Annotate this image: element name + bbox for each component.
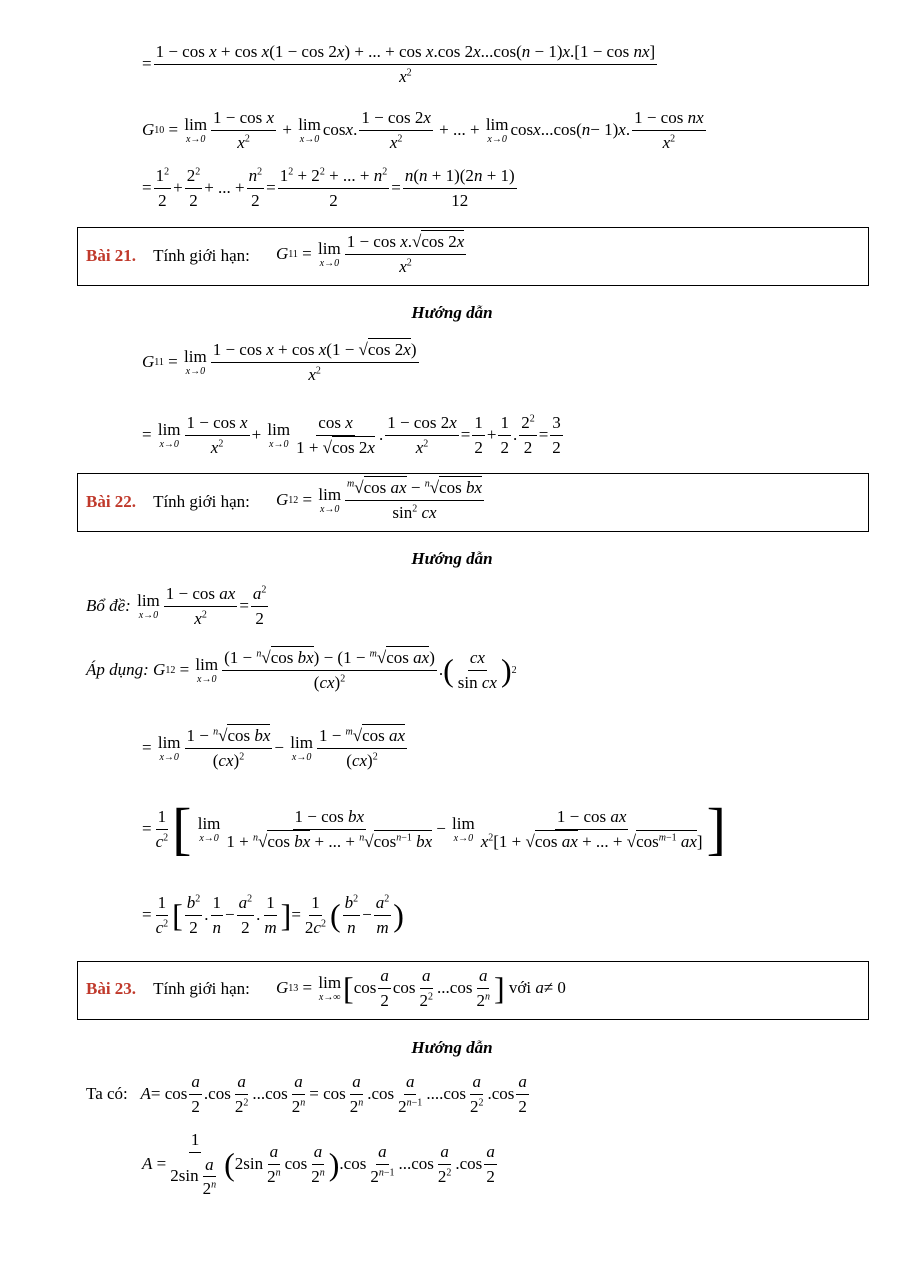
solution-22-line-3: = 1 $c^2$ [ lim x→0 1 − cos bx 1 + $^n$√cos bx + ... + $^n√\cos^{n-1}$ bx − lim x→0 1 − cos ax $x^2[1 + √\cos$ ax + ... + $√\cos^{m-1}$ ax] ]: [142, 796, 726, 861]
guide-heading-22: Hướng dẫn: [411, 549, 493, 568]
apply-label: Áp dụng:: [86, 660, 149, 680]
solution-22-line-4: = 1 $c^2$ [ $b^2$ 2 . 1 n − $a^2$ 2 . 1 m ] = 1 $2c^2$ ( $b^2$ n − $a^2$ m ): [142, 893, 404, 937]
solution-21-line-2: = lim x→0 1 − cos x $x^2$ + lim x→0 cos x 1 + √cos 2x . 1 − cos 2x $x^2$ = 1 2 + 1 2 . $2^2$ 2 = 3 2: [142, 413, 561, 457]
lemma-label: Bổ đề:: [86, 596, 131, 616]
equation-line-2: G 10 = lim x→0 1 − cos x $x^2$ + lim x→0 cos x . 1 − cos 2x $x^2$ + ... + lim x→0 cos x ...cos( n − 1) x . 1 − cos nx $x^2$: [142, 108, 704, 152]
guide-heading-21: Hướng dẫn: [411, 303, 493, 322]
solution-23-line-2: A = 1 2sin $\frac{a}{2^n}$ ( 2sin a 2$^n$ cos a 2$^n$ ) .cos a $2^{n-1}$ ...cos a $2^2$ .cos a 2: [142, 1130, 495, 1199]
solution-21-line-1: G 11 = lim x→0 1 − cos x + cos x(1 − √cos 2x) $x^2$: [142, 340, 417, 384]
problem-21-label: Bài 21.: [86, 246, 137, 265]
equation-line-3: = $1^2$ 2 + $2^2$ 2 + ... + $n^2$ 2 = $1^2 + 2^2$ + ... + $n^2$ 2 = n(n + 1)(2n + 1) 12: [142, 166, 515, 210]
apply-line: Áp dụng: G 12 = lim x→0 (1 − $^n$√cos bx) − (1 − $^m$√cos ax) (cx)$^2$ . ( cx sin cx ) 2: [86, 648, 517, 692]
equation-line-1: = 1 − cos x + cos x(1 − cos 2x) + ... + cos x.cos 2x...cos(n − 1)x.[1 − cos nx] $x^2$: [142, 42, 656, 86]
problem-23-formula: G 13 = lim x→∞ [ cos a 2 cos a $2^2$ ...cos a 2$^n$ ] với a ≠ 0: [276, 966, 566, 1010]
solution-22-line-2: = lim x→0 1 − $^n$√cos bx (cx)$^2$ − lim x→0 1 − $^m$√cos ax (cx)$^2$: [142, 726, 406, 770]
problem-23-prompt: Tính giới hạn:: [153, 979, 250, 998]
problem-21-formula: G 11 = lim x→0 1 − cos x.√cos 2x $x^2$: [276, 232, 465, 276]
lemma-line: Bổ đề: lim x→0 1 − cos ax $x^2$ = $a^2$ 2: [86, 584, 267, 628]
problem-23-condition: với: [508, 978, 532, 998]
problem-22-label: Bài 22.: [86, 492, 137, 511]
solution-23-line-1: Ta có: A = cos a 2 .cos a $2^2$ ...cos a 2$^n$ = cos a 2$^n$ .cos a $2^{n-1}$ ....cos a $2^2$ .cos a 2: [86, 1072, 527, 1116]
problem-23-label: Bài 23.: [86, 979, 137, 998]
problem-22-formula: G 12 = lim x→0 $^m$√cos ax − $^n$√cos bx $\sin^2$ cx: [276, 478, 482, 522]
ta-co-label: Ta có:: [86, 1084, 128, 1104]
guide-heading-23: Hướng dẫn: [411, 1038, 493, 1057]
problem-21-prompt: Tính giới hạn:: [153, 246, 250, 265]
problem-22-prompt: Tính giới hạn:: [153, 492, 250, 511]
